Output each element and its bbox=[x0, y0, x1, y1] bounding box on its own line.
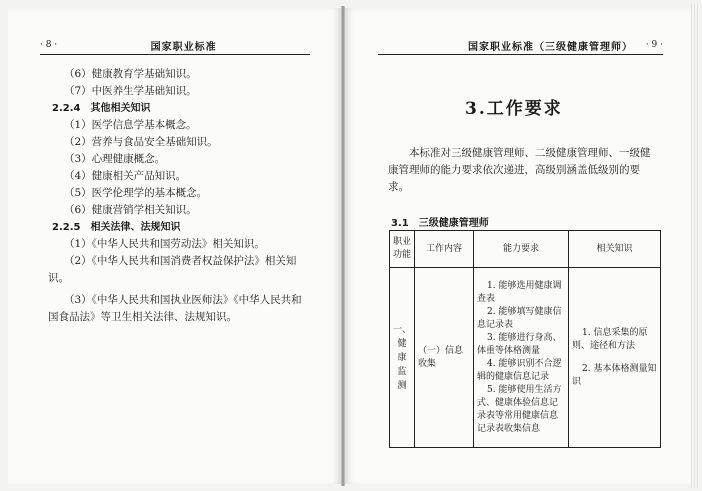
chapter-title: 3.工作要求 bbox=[465, 99, 563, 119]
list-item: （6）健康教育学基础知识。 bbox=[64, 68, 197, 80]
knowledge-item: 1. 信息采集的原则、途径和方法 bbox=[572, 327, 648, 351]
knowledge-item: 2. 基本体格测量知识 bbox=[572, 363, 657, 387]
table-row bbox=[390, 268, 661, 448]
left-page-header bbox=[40, 36, 310, 55]
section-heading: 2.2.5 相关法律、法规知识 bbox=[52, 222, 181, 233]
intro-paragraph: 本标准对三级健康管理师、二级健康管理师、一级健康管理师的能力要求依次递进，高级别涵盖低级别的要求。 bbox=[388, 147, 651, 193]
list-item: （5）医学伦理学的基本概念。 bbox=[64, 187, 208, 199]
table-header-row bbox=[390, 231, 661, 268]
ability-item: 5. 能够使用生活方式、健康体验信息记录表等常用健康信息记录表收集信息 bbox=[477, 384, 562, 434]
ability-item: 1. 能够选用健康调查表 bbox=[477, 280, 562, 304]
list-item: （4）健康相关产品知识。 bbox=[64, 170, 187, 182]
header-content: 工作内容 bbox=[415, 231, 474, 268]
function-char: 测 bbox=[397, 380, 407, 391]
right-page bbox=[345, 8, 691, 484]
list-item: （6）健康营销学相关知识。 bbox=[64, 204, 197, 216]
function-char: 一、 bbox=[393, 324, 412, 335]
function-char: 健 bbox=[397, 338, 407, 349]
requirements-table bbox=[389, 230, 661, 448]
ability-item: 4. 能够识别不合逻辑的健康信息记录 bbox=[477, 358, 562, 382]
list-item-continuation: 国食品法》等卫生相关法律、法规知识。 bbox=[48, 311, 237, 323]
list-item: （7）中医养生学基础知识。 bbox=[64, 85, 197, 97]
cell-function bbox=[390, 268, 415, 448]
list-item: （1）《中华人民共和国劳动法》相关知识。 bbox=[64, 238, 265, 250]
ability-item: 2. 能够填写健康信息记录表 bbox=[477, 306, 562, 330]
left-page-number: · 8 · bbox=[40, 40, 58, 50]
right-page-number: · 9 · bbox=[645, 40, 663, 50]
list-item: （2）《中华人民共和国消费者权益保护法》相关知 bbox=[64, 255, 297, 267]
header-knowledge: 相关知识 bbox=[569, 231, 661, 268]
header-ability: 能力要求 bbox=[474, 231, 569, 268]
function-char: 康 bbox=[397, 352, 407, 363]
list-item: （1）医学信息学基本概念。 bbox=[64, 119, 197, 131]
list-item-continuation: 识。 bbox=[48, 272, 69, 284]
header-function: 职业功能 bbox=[390, 231, 415, 268]
page-edges bbox=[691, 4, 700, 488]
function-char: 监 bbox=[397, 366, 407, 377]
list-item: （2）营养与食品安全基础知识。 bbox=[64, 136, 218, 148]
list-item: （3）心理健康概念。 bbox=[64, 153, 166, 165]
ability-item: 3. 能够进行身高、体重等体格测量 bbox=[477, 332, 562, 356]
subsection-heading: 3.1 三级健康管理师 bbox=[391, 218, 489, 229]
left-header-title: 国家职业标准 bbox=[150, 41, 217, 53]
cell-knowledge bbox=[569, 268, 661, 448]
right-page-header bbox=[378, 36, 663, 55]
list-item: （3）《中华人民共和国执业医师法》《中华人民共和 bbox=[64, 294, 302, 306]
left-page bbox=[8, 8, 341, 484]
cell-content: （一）信息收集 bbox=[415, 268, 474, 448]
right-header-title: 国家职业标准（三级健康管理师） bbox=[468, 41, 633, 53]
left-page-body bbox=[48, 66, 310, 326]
cell-ability bbox=[474, 268, 569, 448]
section-heading: 2.2.4 其他相关知识 bbox=[52, 103, 151, 114]
